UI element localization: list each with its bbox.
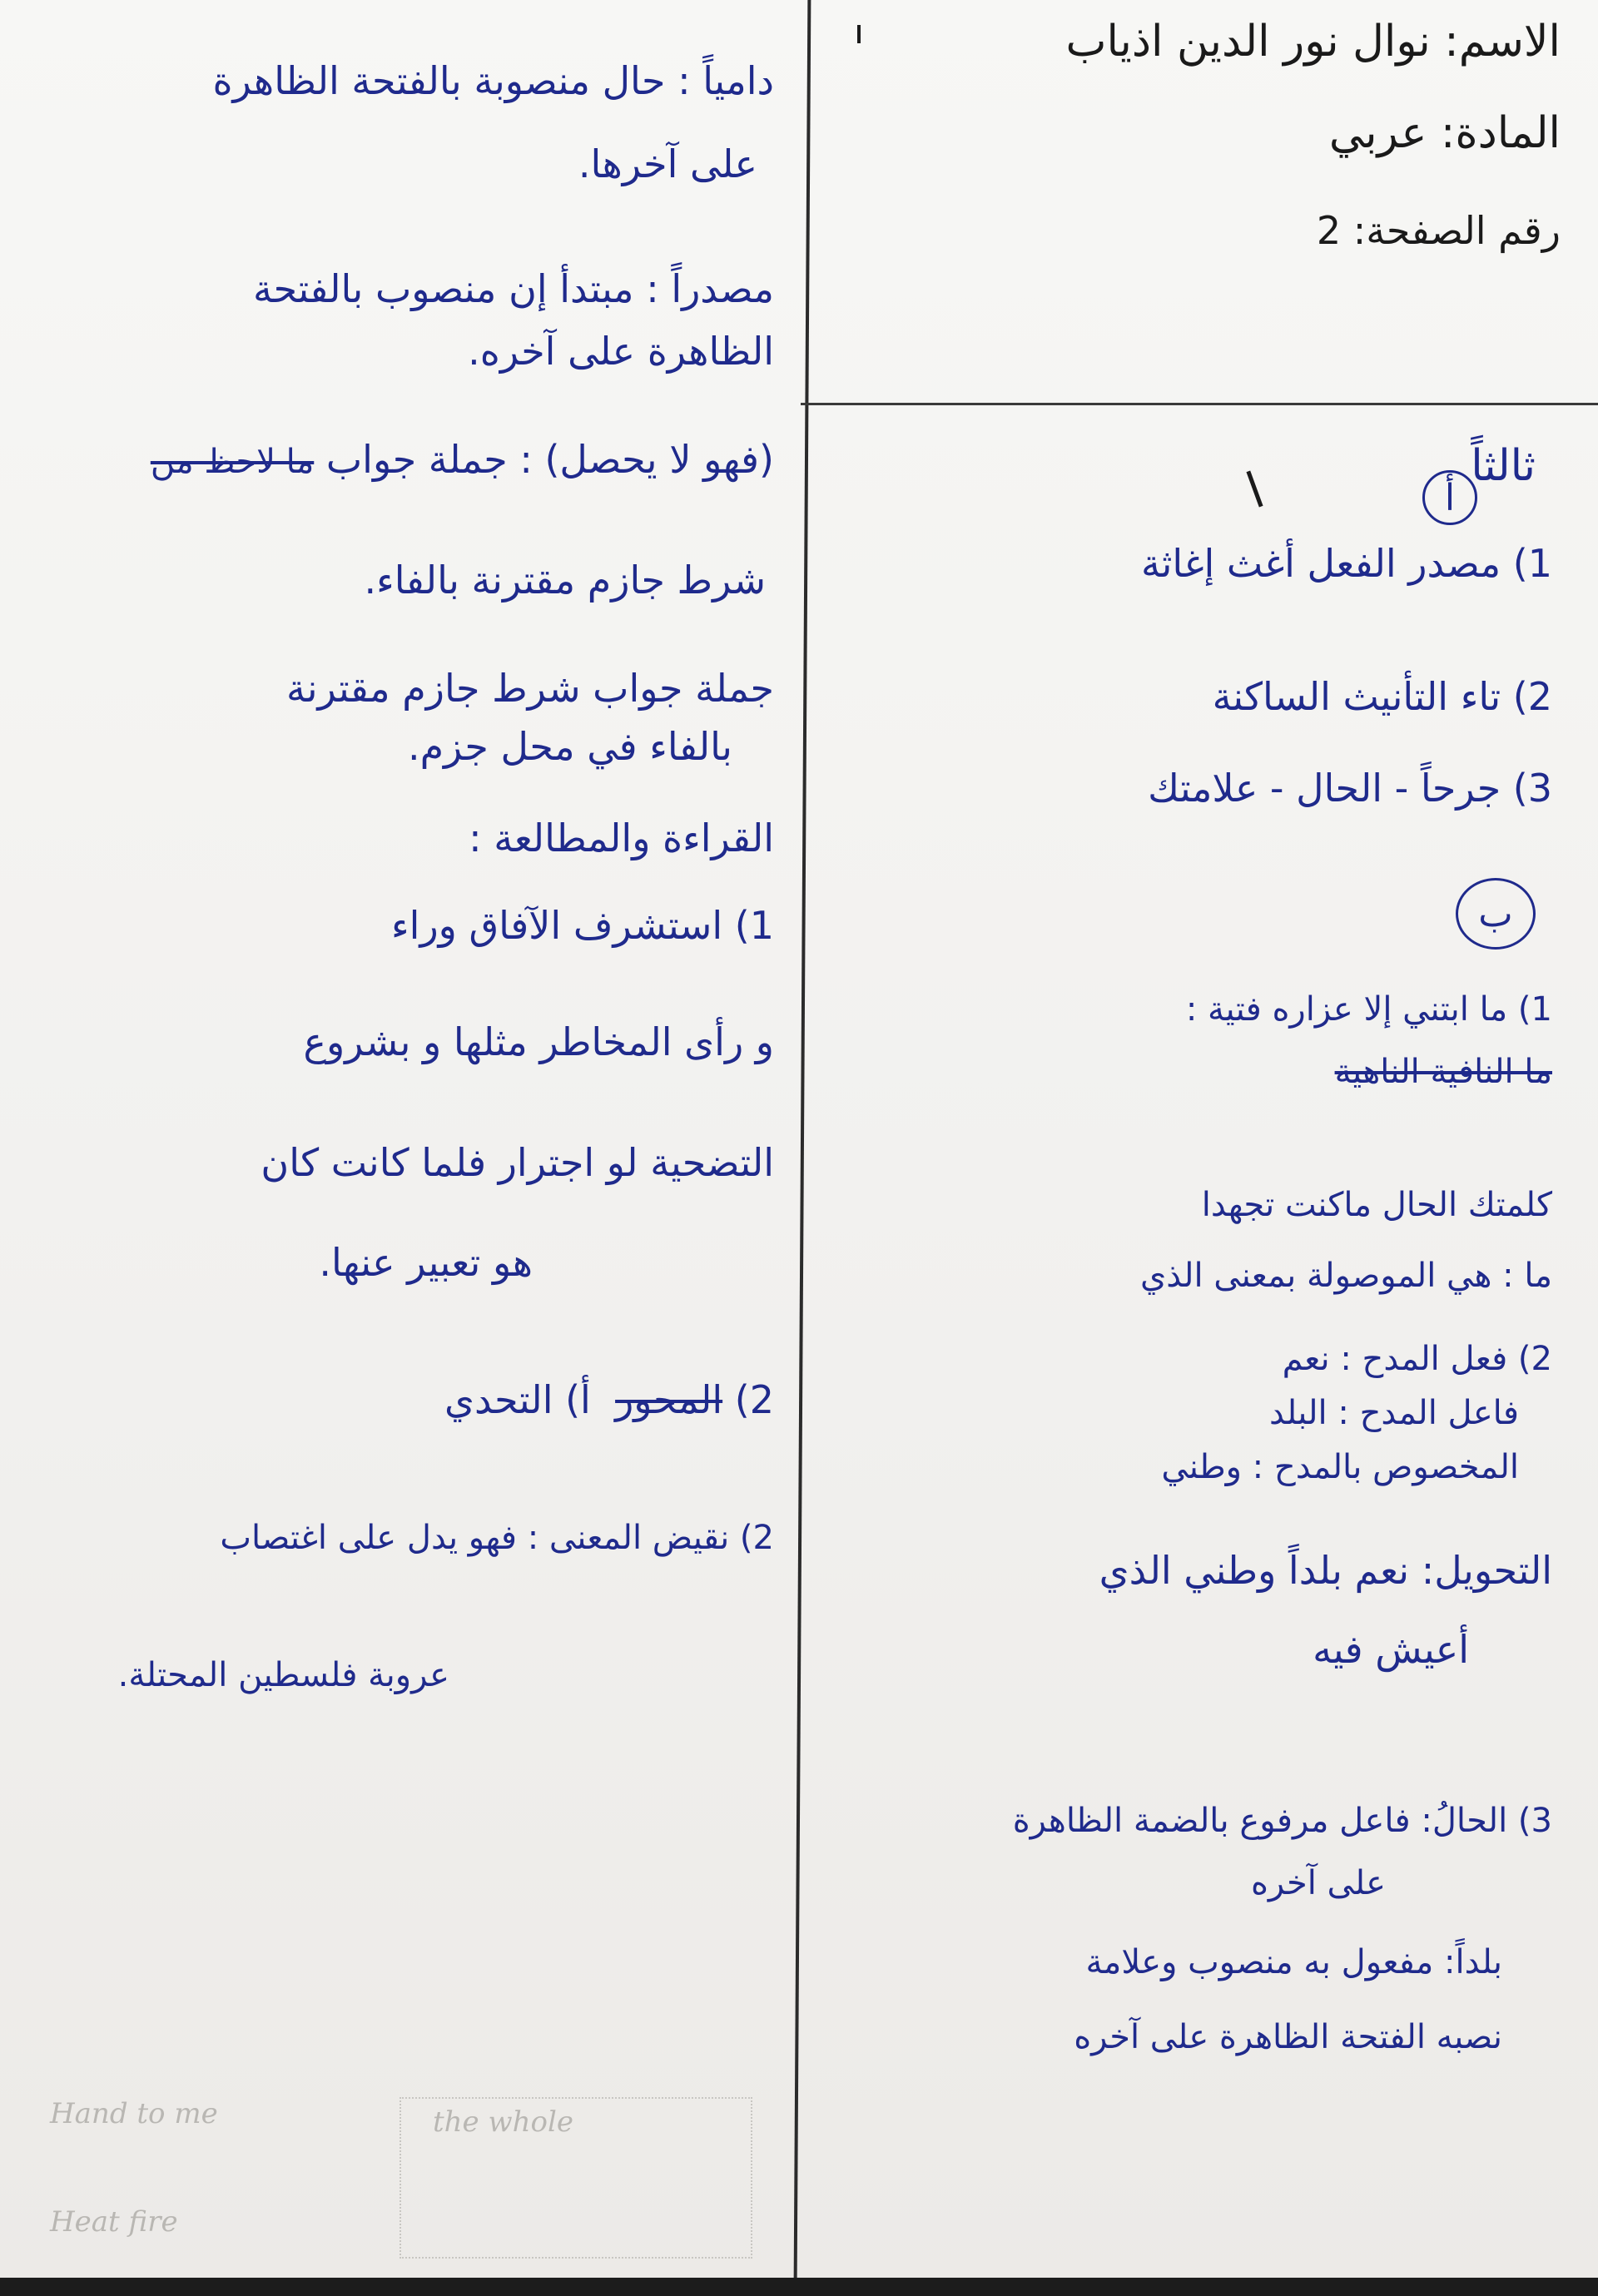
left-line-7: جملة جواب شرط جازم مقترنة — [286, 666, 774, 711]
item-b1-note-text: كلمتك الحال ماكنت تجهدا — [1201, 1186, 1552, 1224]
left-line-5 — [151, 437, 774, 482]
item-b2-fa — [1269, 1394, 1519, 1432]
left-line-10-text: استشرف الآفاق وراء — [391, 903, 723, 948]
scan-edge — [0, 2278, 1598, 2296]
left-line-10: 1) استشرف الآفاق وراء — [391, 903, 774, 948]
header-block — [820, 0, 1569, 399]
item-b1-num: 1 — [1531, 990, 1552, 1029]
section-title: ثالثاً — [1471, 441, 1536, 491]
item-b3-num: 3 — [1531, 1802, 1552, 1840]
left-line-6: شرط جازم مقترنة بالفاء. — [364, 558, 766, 603]
item-b3-4-text: نصبه الفتحة الظاهرة على آخره — [1074, 2018, 1502, 2056]
right-column — [820, 416, 1569, 2272]
column-divider — [794, 0, 811, 2280]
left-line-11: و رأى المخاطر مثلها و بشروع — [303, 1019, 774, 1064]
item-a3-text: جرحاً - الحال - علامتك — [1148, 766, 1501, 811]
item-b3-text: الحالُ: فاعل مرفوع بالضمة الظاهرة — [1012, 1802, 1508, 1840]
pen-mark — [857, 25, 861, 43]
item-b2-tahwil — [1099, 1548, 1552, 1593]
section-badge-b — [1456, 878, 1536, 950]
item-b1-struck-text: ما النافية الناهية — [1334, 1053, 1552, 1091]
section-badge-b-text: ب — [1478, 892, 1513, 935]
item-b2-fa-text: فاعل المدح : البلد — [1269, 1394, 1519, 1432]
item-a3: 3) جرحاً - الحال - علامتك — [1148, 766, 1552, 811]
item-b3: 3) الحالُ: فاعل مرفوع بالضمة الظاهرة — [1012, 1802, 1552, 1840]
item-b3-3 — [1085, 1943, 1502, 1981]
item-b2-tahwil-2-text: أعيش فيه — [1313, 1627, 1469, 1672]
left-line-10-num: 1 — [749, 903, 774, 948]
item-b1-note — [1202, 1186, 1552, 1224]
item-b3-2 — [1251, 1864, 1386, 1902]
left-line-14-struck: المحور — [615, 1377, 723, 1422]
item-b2-tahwil-2 — [1313, 1627, 1469, 1672]
item-b1-explain-text: ما : هي الموصولة بمعنى الذي — [1139, 1257, 1552, 1295]
item-b1-text: ما ابتني إلا عزاره فتية : — [1185, 990, 1508, 1029]
item-b3-2-text: على آخره — [1250, 1864, 1386, 1902]
item-b2-text: فعل المدح : نعم — [1282, 1340, 1508, 1378]
item-a2: 2) تاء التأنيث الساكنة — [1212, 674, 1552, 719]
item-b1-explain — [1140, 1257, 1552, 1295]
header-divider — [801, 403, 1598, 405]
item-b1: 1) ما ابتني إلا عزاره فتية : — [1185, 990, 1552, 1029]
item-b3-3-text: بلداً: مفعول به منصوب وعلامة — [1085, 1943, 1502, 1981]
left-line-9: القراءة والمطالعة : — [469, 816, 774, 860]
item-b2-num: 2 — [1531, 1340, 1552, 1378]
left-line-15: 2) نقيض المعنى : فهو يدل على اغتصاب — [220, 1519, 774, 1557]
item-b2-mk — [1161, 1448, 1519, 1486]
item-a3-num: 3 — [1527, 766, 1552, 811]
left-line-5-struck: ما لاحظ من — [150, 443, 315, 481]
item-a1-text: مصدر الفعل أغث إغاثة — [1140, 541, 1501, 586]
left-line-14-num: 2 — [749, 1377, 774, 1422]
left-line-14: 2) المحور أ) التحدي — [444, 1377, 774, 1422]
item-a2-num: 2 — [1527, 674, 1552, 719]
left-line-5-text: (فهو لا يحصل) : جملة جواب — [325, 437, 774, 482]
left-line-3: مصدراً : مبتدأ إن منصوب بالفتحة — [253, 266, 774, 311]
left-line-16: عروبة فلسطين المحتلة. — [117, 1656, 449, 1694]
bleed-through-area — [33, 2080, 766, 2264]
item-b2-tahwil-text: التحويل: نعم بلداً وطني الذي — [1099, 1548, 1552, 1593]
left-line-15-text: نقيض المعنى : فهو يدل على اغتصاب — [220, 1519, 730, 1557]
section-badge-a-text: أ — [1444, 476, 1456, 519]
left-line-4: الظاهرة على آخره. — [468, 329, 774, 374]
left-line-2: على آخرها. — [578, 141, 757, 186]
item-a1-num: 1 — [1527, 541, 1552, 586]
item-a1: 1) مصدر الفعل أغث إغاثة — [1140, 541, 1552, 586]
bleed-text-3: Heat fire — [50, 2205, 178, 2239]
left-line-14-text: التحدي — [444, 1377, 553, 1422]
item-b2-mk-text: المخصوص بالمدح : وطني — [1161, 1448, 1519, 1486]
left-line-13: هو تعبير عنها. — [319, 1240, 533, 1285]
student-name-line: الاسم: نوال نور الدين اذياب — [1065, 17, 1561, 67]
left-line-1: دامياً : حال منصوبة بالفتحة الظاهرة — [212, 58, 774, 103]
left-column — [17, 0, 782, 2064]
page-number-line: رقم الصفحة: 2 — [1316, 208, 1561, 253]
item-a2-text: تاء التأنيث الساكنة — [1212, 674, 1501, 719]
bleed-text-2: the whole — [433, 2105, 573, 2139]
item-b1-struck — [1335, 1053, 1552, 1091]
subject-line: المادة: عربي — [1328, 108, 1561, 158]
bleed-text-1: Hand to me — [50, 2097, 218, 2130]
section-badge-a — [1422, 470, 1477, 525]
item-b2: 2) فعل المدح : نعم — [1282, 1340, 1552, 1378]
left-line-15-num: 2 — [752, 1519, 774, 1557]
left-line-12: التضحية لو اجترار فلما كانت كان — [261, 1140, 774, 1185]
item-b3-4 — [1074, 2018, 1502, 2056]
left-line-8: بالفاء في محل جزم. — [407, 724, 732, 769]
